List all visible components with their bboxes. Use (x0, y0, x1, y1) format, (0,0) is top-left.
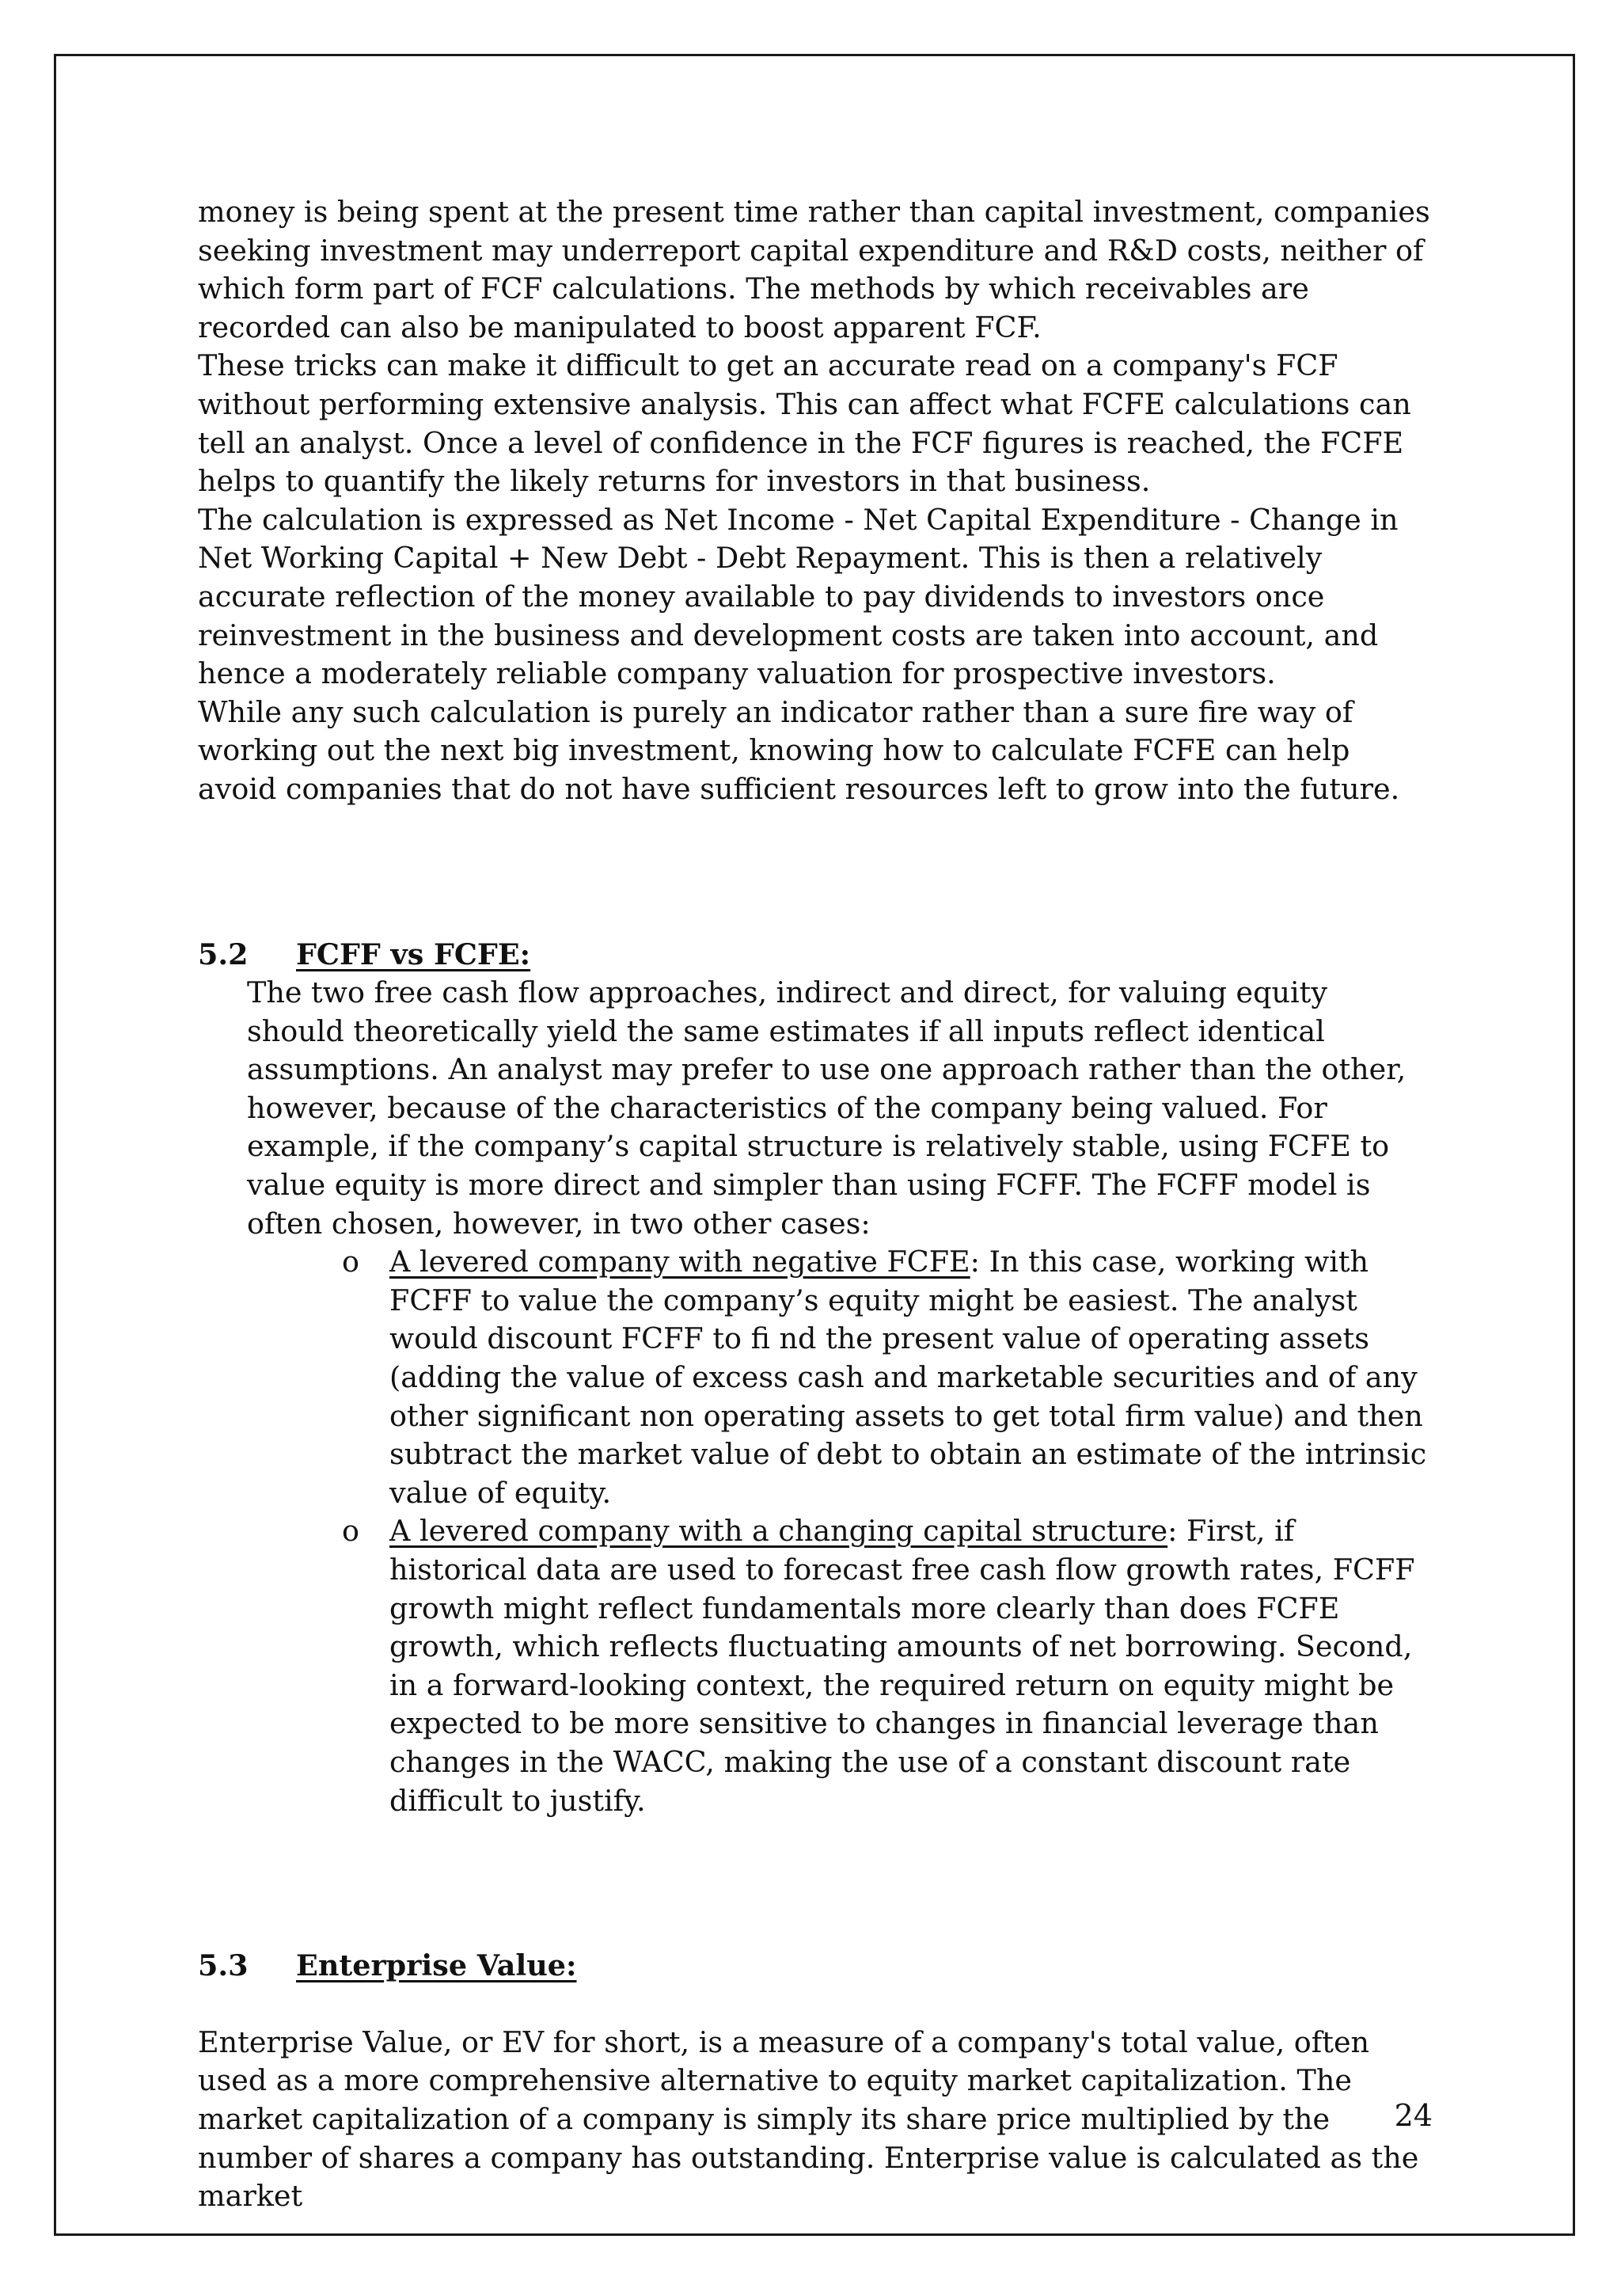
intro-paragraph-1: money is being spent at the present time rather than capital investment, companies seeking investment may underreport capital expenditure and R&D costs, neither of which form part of FCF calculations. The methods by which receivables are recorded can also be manipulated to boost apparent FCF. (198, 195, 1430, 344)
intro-paragraph-2: These tricks can make it difficult to get an accurate read on a company's FCF without performing extensive analysis. This can affect what FCFE calculations can tell an analyst. Once a level of confidence in the FCF figures is reached, the FCFE helps to quantify the likely returns for investors in that business. (198, 348, 1411, 499)
section-5-2-number: 5.2 (198, 937, 249, 971)
bullet-text: : In this case, working with FCFF to value the company’s equity might be easiest. The analyst would discount FCFF to fi nd the present value of operating assets (adding the value of excess cash and marketable securities and of any other significant non operating assets to get total firm value) and then subtract the market value of debt to obtain an estimate of the intrinsic value of equity. (389, 1245, 1427, 1510)
section-gap (198, 1986, 1433, 2024)
section-5-3-paragraph: Enterprise Value, or EV for short, is a measure of a company's total value, often used as a more comprehensive alternative to equity market capitalization. The market capitalization of a company is simply its share price multiplied by the number of shares a company has outstanding. Enterprise value is calculated as the market (198, 2024, 1419, 2214)
intro-paragraph-3: The calculation is expressed as Net Income - Net Capital Expenditure - Change in Net Working Capital + New Debt - Debt Repayment. This is then a relatively accurate reflection of the money available to pay dividends to investors once reinvestment in the business and development costs are taken into account, and hence a moderately reliable company valuation for prospective investors. (198, 502, 1399, 691)
section-5-2-body (247, 974, 1433, 1243)
bullet-body (389, 1243, 1433, 1512)
bullet-item-changing-capital-structure (342, 1512, 1433, 1820)
bullet-body (389, 1512, 1433, 1820)
bullet-lead-term: A levered company with a changing capital structure (389, 1514, 1168, 1549)
section-5-2-title: FCFF vs FCFE: (296, 937, 531, 971)
document-body (198, 193, 1433, 2216)
bullet-marker: o (342, 1245, 359, 1279)
bullet-marker: o (342, 1514, 359, 1549)
section-gap (198, 1820, 1433, 1947)
section-5-2-paragraph: The two free cash flow approaches, indirect and direct, for valuing equity should theoretically yield the same estimates if all inputs reflect identical assumptions. An analyst may prefer to use one approach rather than the other, however, because of the characteristics of the company being valued. For example, if the company’s capital structure is relatively stable, using FCFE to value equity is more direct and simpler than using FCFF. The FCFF model is often chosen, however, in two other cases: (247, 975, 1407, 1241)
section-5-3-title: Enterprise Value: (296, 1948, 577, 1983)
page-number: 24 (1394, 2098, 1433, 2133)
bullet-text: : First, if historical data are used to forecast free cash flow growth rates, FCFF growth might reflect fundamentals more clearly than does FCFE growth, which reflects fluctuating amounts of net borrowing. Second, in a forward-looking context, the required return on equity might be expected to be more sensitive to changes in financial leverage than changes in the WACC, making the use of a constant discount rate difficult to justify. (389, 1514, 1415, 1818)
section-gap (198, 809, 1433, 936)
bullet-item-negative-fcfe (342, 1243, 1433, 1512)
section-5-2-heading (198, 936, 1433, 975)
section-5-2-bullet-list (198, 1243, 1433, 1820)
bullet-lead-term: A levered company with negative FCFE (389, 1245, 970, 1279)
section-5-3-heading (198, 1947, 1433, 1986)
intro-paragraph-4: While any such calculation is purely an indicator rather than a sure fire way of working out the next big investment, knowing how to calculate FCFE can help avoid companies that do not have sufficient resources left to grow into the future. (198, 694, 1400, 806)
section-5-3-number: 5.3 (198, 1948, 249, 1983)
